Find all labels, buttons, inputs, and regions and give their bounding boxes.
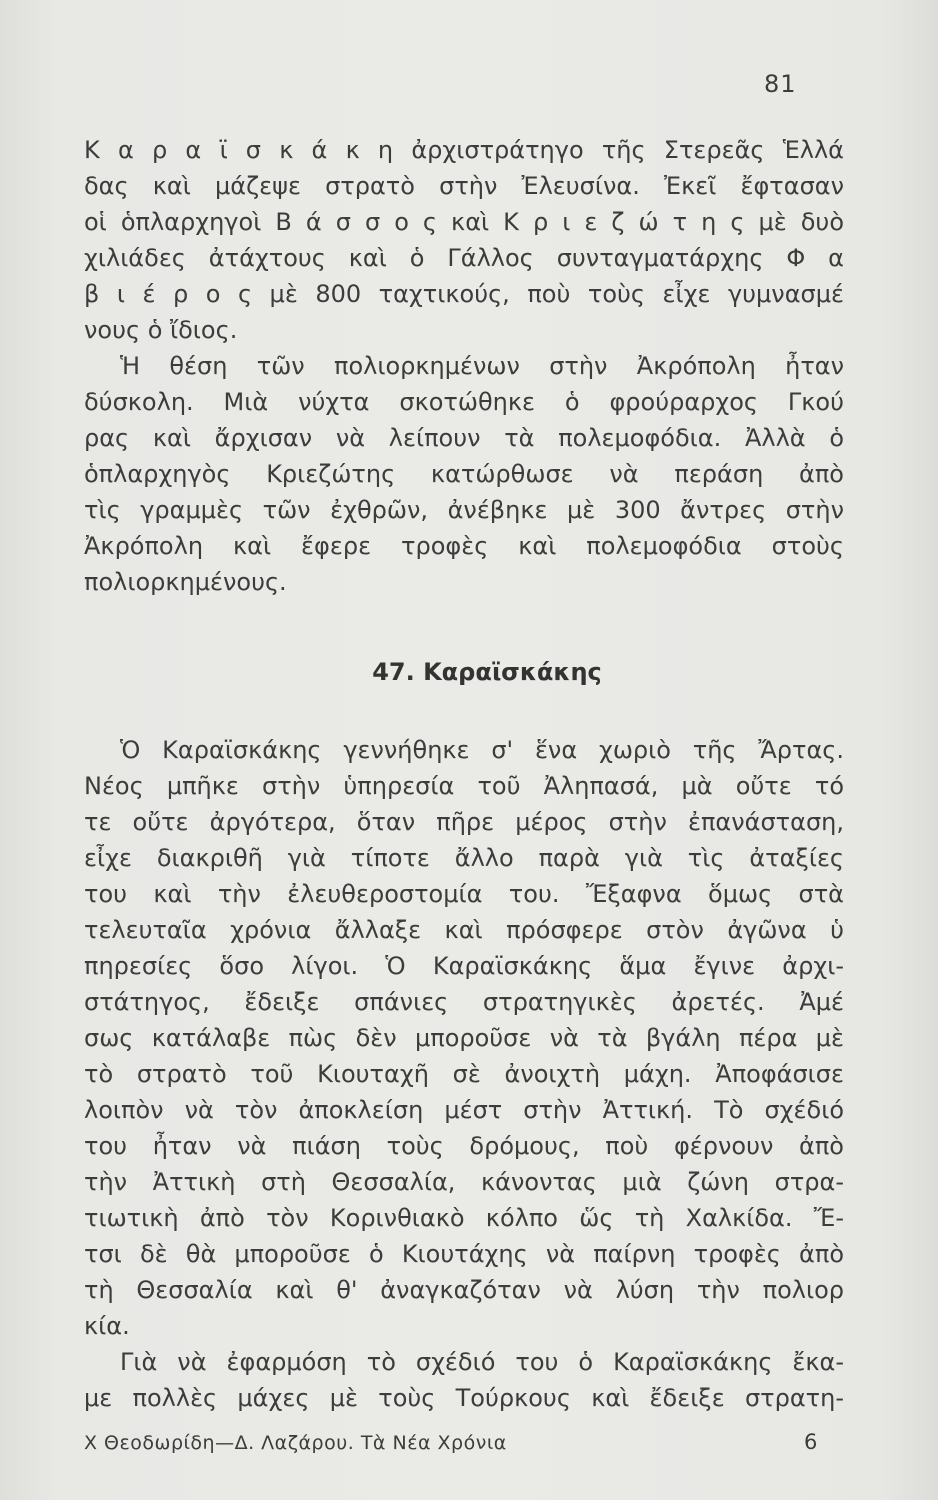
text-line: Ἀκρόπολη καὶ ἔφερε τροφὲς καὶ πολεμοφόδια στοὺς <box>84 532 844 560</box>
text-line: δας καὶ μάζεψε στρατὸ στὴν Ἐλευσίνα. Ἐκεῖ ἔφτασαν <box>84 172 844 200</box>
text-line: τὴ Θεσσαλία καὶ θ' ἀναγκαζόταν νὰ λύση τὴν πολιορ <box>84 1276 844 1304</box>
text-line: Ἡ θέση τῶν πολιορκημένων στὴν Ἀκρόπολη ἦταν <box>120 352 844 380</box>
text-line: χιλιάδες ἀτάχτους καὶ ὁ Γάλλος συνταγματάρχης Φ α <box>84 244 844 272</box>
text-line: λοιπὸν νὰ τὸν ἀποκλείση μέστ στὴν Ἀττική. Τὸ σχέδιό <box>84 1096 844 1124</box>
text-line: Κ α ρ α ϊ σ κ ά κ η ἀρχιστράτηγο τῆς Στερεᾶς Ἑλλά <box>84 136 844 164</box>
text-line: τὴν Ἀττικὴ στὴ Θεσσαλία, κάνοντας μιὰ ζώνη στρα- <box>84 1168 844 1196</box>
text-line: τὸ στρατὸ τοῦ Κιουταχῆ σὲ ἀνοιχτὴ μάχη. Ἀποφάσισε <box>84 1060 844 1088</box>
text-line: του καὶ τὴν ἐλευθεροστομία του. Ἔξαφνα ὅμως στὰ <box>84 880 844 908</box>
text-line: τσι δὲ θὰ μποροῦσε ὁ Κιουτάχης νὰ παίρνη τροφὲς ἀπὸ <box>84 1240 844 1268</box>
text-line: του ἦταν νὰ πιάση τοὺς δρόμους, ποὺ φέρνουν ἀπὸ <box>84 1132 844 1160</box>
text-line: δύσκολη. Μιὰ νύχτα σκοτώθηκε ὁ φρούραρχος Γκού <box>84 388 844 416</box>
text-line: τελευταῖα χρόνια ἄλλαξε καὶ πρόσφερε στὸν ἀγῶνα ὑ <box>84 916 844 944</box>
text-line: νους ὁ ἴδιος. <box>84 316 238 344</box>
text-line: Ὁ Καραϊσκάκης γεννήθηκε σ' ἕνα χωριὸ τῆς Ἄρτας. <box>120 736 844 764</box>
chapter-heading: 47. Καραϊσκάκης <box>372 658 602 686</box>
text-line: με πολλὲς μάχες μὲ τοὺς Τούρκους καὶ ἔδειξε στρατη- <box>84 1384 844 1412</box>
text-line: στάτηγος, ἔδειξε σπάνιες στρατηγικὲς ἀρετές. Ἀμέ <box>84 988 844 1016</box>
text-line: σως κατάλαβε πὼς δὲν μποροῦσε νὰ τὰ βγάλη πέρα μὲ <box>84 1024 844 1052</box>
text-line: ὁπλαρχηγὸς Κριεζώτης κατώρθωσε νὰ περάση ἀπὸ <box>84 460 844 488</box>
text-line: Γιὰ νὰ ἐφαρμόση τὸ σχέδιό του ὁ Καραϊσκάκης ἔκα- <box>120 1348 844 1376</box>
text-line: πολιορκημένους. <box>84 568 287 596</box>
footer-signature: Χ Θεοδωρίδη—Δ. Λαζάρου. Τὰ Νέα Χρόνια <box>84 1432 507 1454</box>
footer-gathering-number: 6 <box>804 1430 818 1454</box>
text-line: Νέος μπῆκε στὴν ὑπηρεσία τοῦ Ἀληπασά, μὰ οὔτε τό <box>84 772 844 800</box>
page-number: 81 <box>764 70 797 98</box>
text-line: τε οὔτε ἀργότερα, ὅταν πῆρε μέρος στὴν ἐπανάσταση, <box>84 808 844 836</box>
text-line: ρας καὶ ἄρχισαν νὰ λείπουν τὰ πολεμοφόδια. Ἀλλὰ ὁ <box>84 424 844 452</box>
text-line: πηρεσίες ὅσο λίγοι. Ὁ Καραϊσκάκης ἅμα ἔγινε ἀρχι- <box>84 952 844 980</box>
text-line: οἱ ὁπλαρχηγοὶ Β ά σ σ ο ς καὶ Κ ρ ι ε ζ ώ τ η ς μὲ δυὸ <box>84 208 844 236</box>
text-line: β ι έ ρ ο ς μὲ 800 ταχτικούς, ποὺ τοὺς εἶχε γυμνασμέ <box>84 280 844 308</box>
text-line: τὶς γραμμὲς τῶν ἐχθρῶν, ἀνέβηκε μὲ 300 ἄντρες στὴν <box>84 496 844 524</box>
text-line: τιωτικὴ ἀπὸ τὸν Κορινθιακὸ κόλπο ὥς τὴ Χαλκίδα. Ἔ- <box>84 1204 844 1232</box>
text-line: εἶχε διακριθῆ γιὰ τίποτε ἄλλο παρὰ γιὰ τὶς ἀταξίες <box>84 844 844 872</box>
text-line: κία. <box>84 1312 130 1340</box>
